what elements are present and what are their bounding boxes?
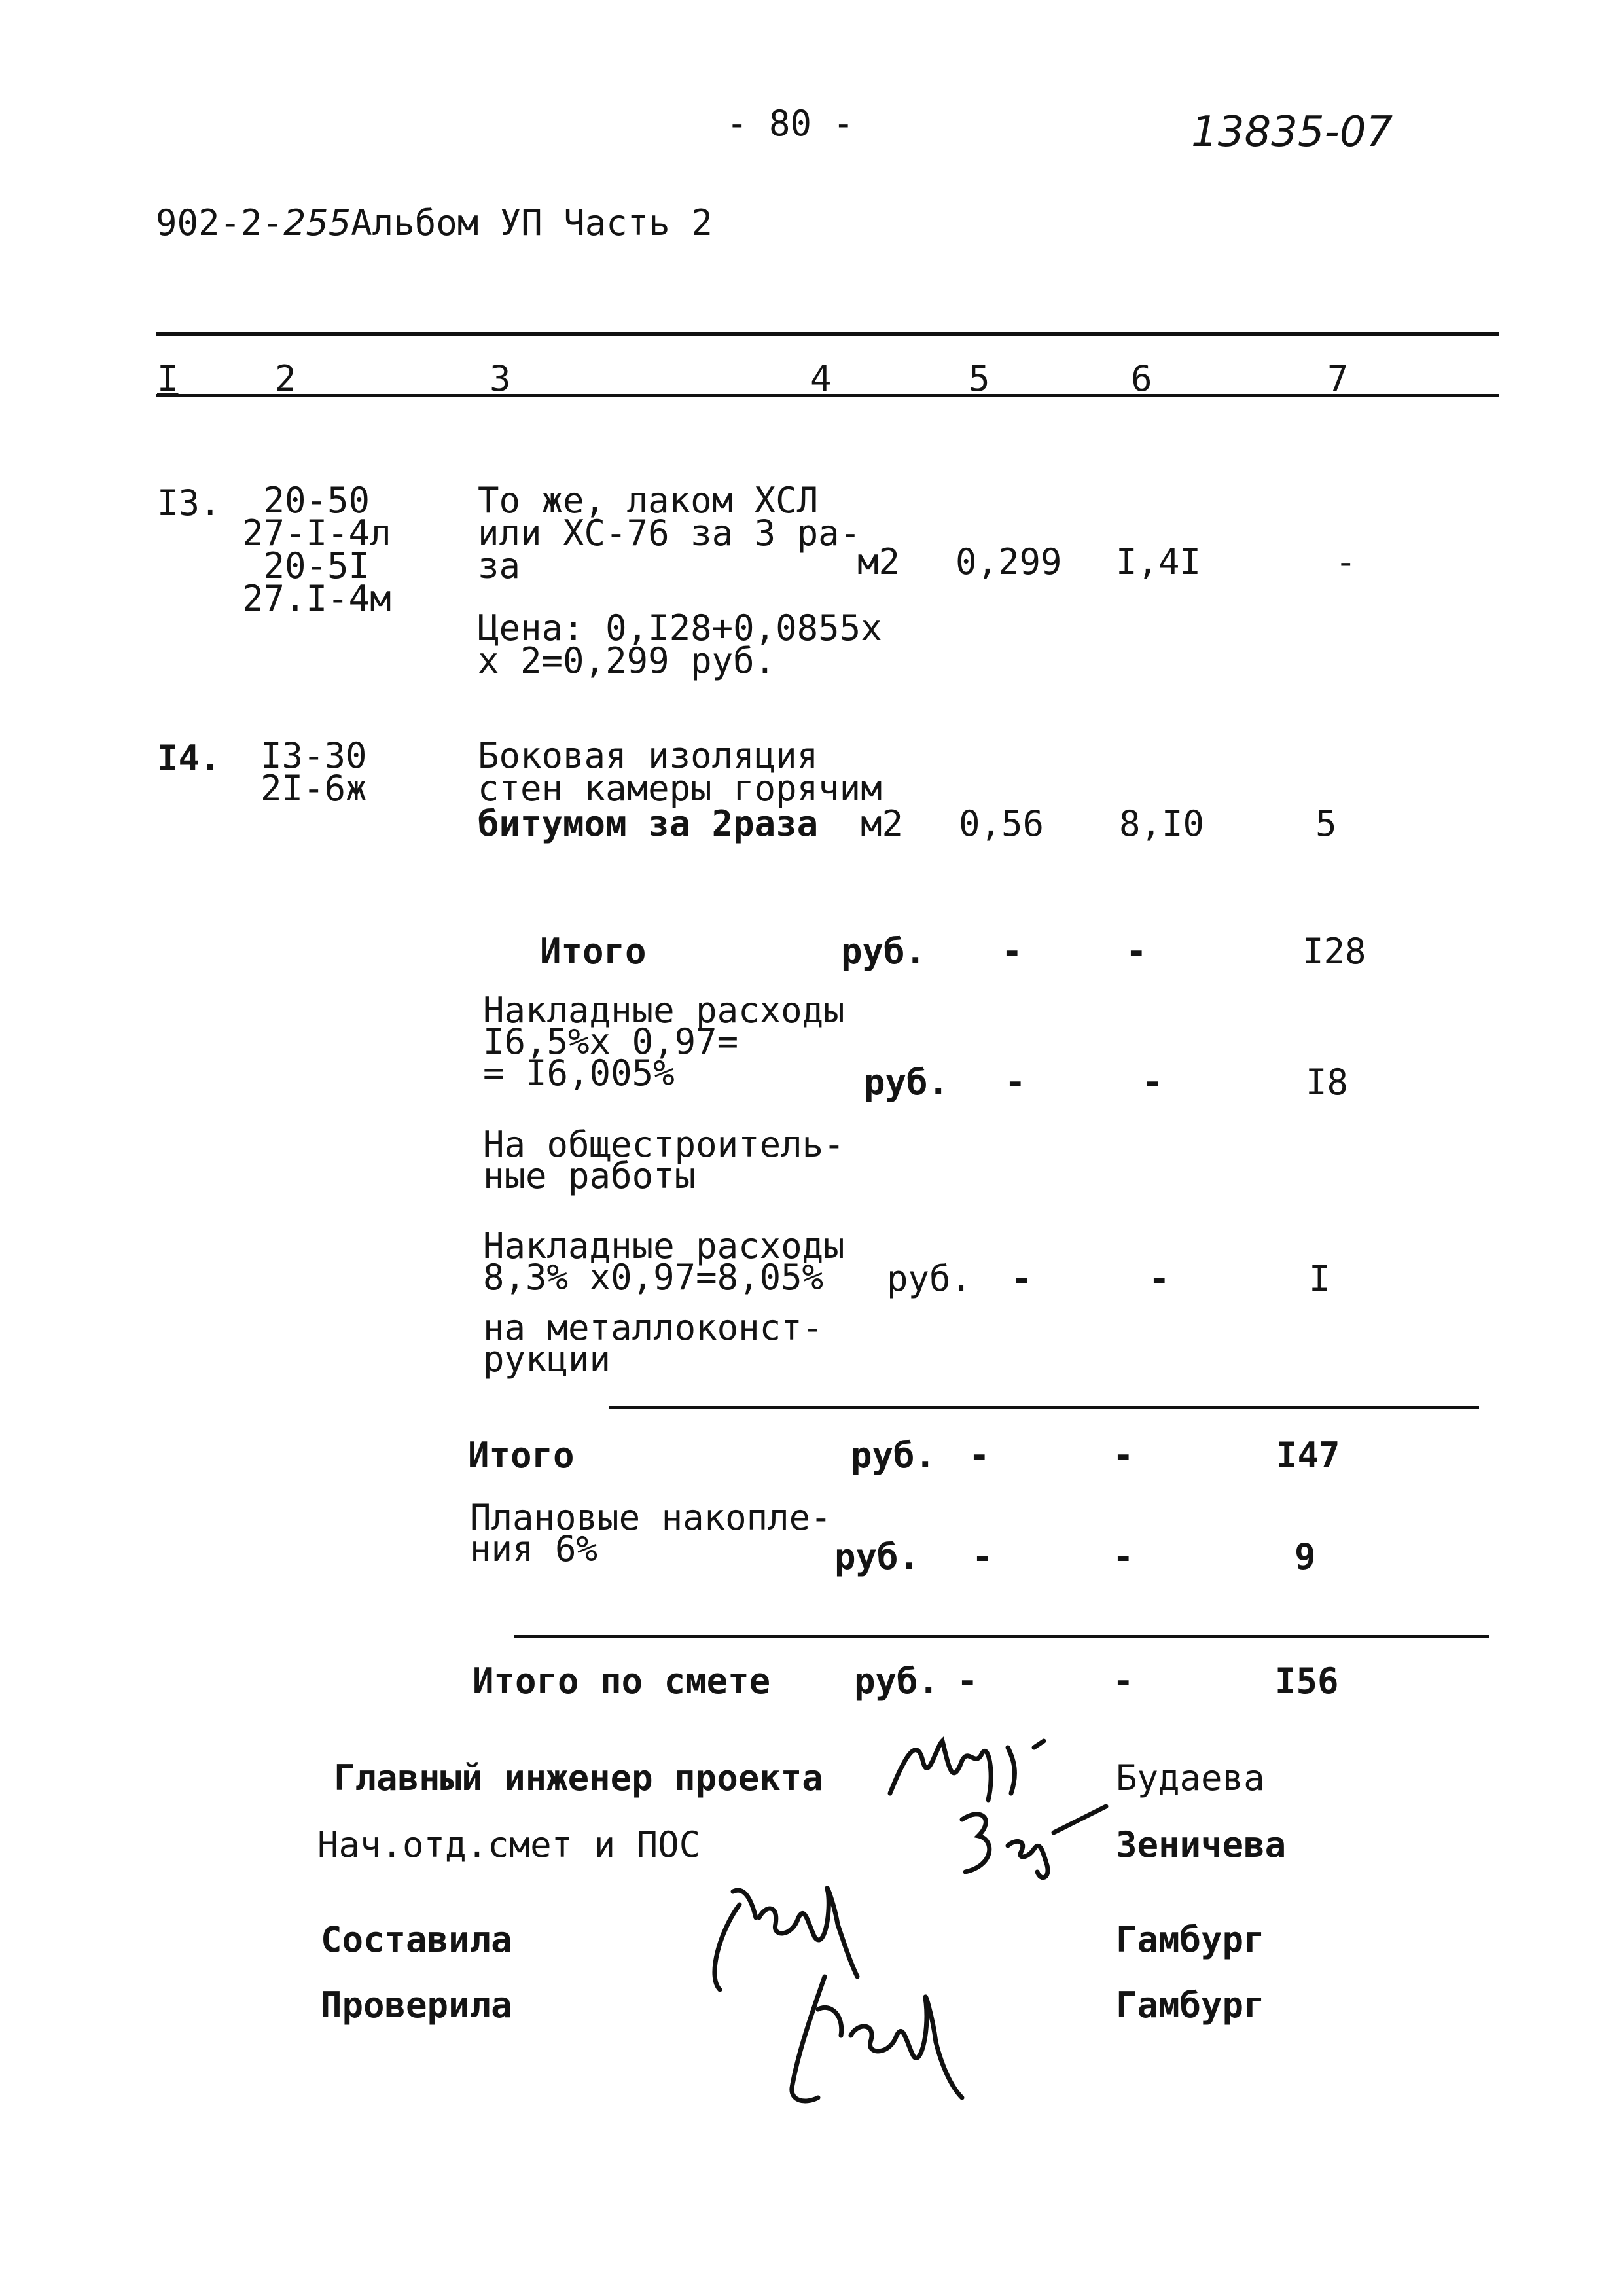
- grand-total-col6: -: [1113, 1660, 1134, 1702]
- signature-name: Будаева: [1116, 1757, 1265, 1799]
- row-unit: м2: [861, 803, 904, 844]
- overhead-general-label: Накладные расходы I6,5%х 0,97= = I6,005%: [483, 990, 845, 1094]
- signature-name: Зеничева: [1116, 1824, 1287, 1865]
- signature-role: Главный инженер проекта: [334, 1757, 823, 1799]
- total-col5: -: [969, 1435, 990, 1476]
- column-number: 3: [490, 358, 511, 399]
- signature-role: Составила: [321, 1919, 512, 1960]
- overhead-metal-note: на металлоконст- рукции: [483, 1307, 824, 1380]
- overhead-general-value: I8: [1306, 1062, 1349, 1103]
- row-total: 5: [1315, 803, 1337, 844]
- page-number: - 80 -: [726, 103, 855, 144]
- overhead-general-note: На общестроитель- ные работы: [483, 1124, 845, 1196]
- row-codes: 20-50 27-I-4л 20-5I 27.I-4м: [242, 480, 391, 619]
- column-number: 7: [1327, 358, 1349, 399]
- overhead-general-unit: руб.: [864, 1062, 950, 1103]
- series-title: [156, 204, 713, 242]
- column-number: 4: [810, 358, 832, 399]
- signature-role: Проверила: [321, 1984, 512, 2026]
- planned-savings-value: 9: [1294, 1536, 1316, 1577]
- document-number: 13835-07: [1191, 108, 1393, 156]
- section-rule: [609, 1406, 1479, 1409]
- row-quantity: 0,299: [955, 541, 1062, 583]
- column-number: 2: [275, 358, 296, 399]
- grand-total-value: I56: [1275, 1660, 1339, 1702]
- row-price: I,4I: [1116, 541, 1202, 583]
- series-handwritten-number: 255: [283, 202, 351, 243]
- subtotal-value: I28: [1302, 931, 1366, 972]
- row-total: -: [1335, 541, 1357, 583]
- signature-role: Нач.отд.смет и ПОС: [317, 1824, 701, 1865]
- table-top-rule: [156, 332, 1499, 336]
- row-price: 8,I0: [1119, 803, 1205, 844]
- column-number: I: [157, 358, 179, 399]
- row-description: Боковая изоляция стен камеры горячим: [478, 735, 882, 809]
- row-codes: I3-30 2I-6ж: [260, 735, 367, 809]
- row-description: То же, лаком ХСЛ или ХС-76 за 3 ра- за: [478, 480, 861, 586]
- total-value: I47: [1276, 1435, 1340, 1476]
- row-quantity: 0,56: [959, 803, 1044, 844]
- subtotal-unit: руб.: [841, 931, 927, 972]
- overhead-metal-col5: -: [1011, 1258, 1033, 1299]
- series-prefix: 902-2-: [156, 202, 284, 243]
- overhead-metal-label: Накладные расходы 8,3% х0,97=8,05%: [483, 1225, 845, 1298]
- overhead-general-col6: -: [1142, 1062, 1164, 1103]
- signature-name: Гамбург: [1116, 1984, 1265, 2026]
- total-label: Итого: [468, 1435, 575, 1476]
- planned-savings-col5: -: [972, 1536, 993, 1577]
- planned-savings-label: Плановые накопле- ния 6%: [470, 1497, 832, 1570]
- total-unit: руб.: [851, 1435, 936, 1476]
- row-number: I4.: [157, 738, 221, 779]
- handwritten-signature-checker: [779, 1957, 988, 2114]
- planned-savings-unit: руб.: [834, 1536, 920, 1577]
- grand-total-col5: -: [957, 1660, 978, 1702]
- total-col6: -: [1113, 1435, 1134, 1476]
- album-part: Альбом УП Часть 2: [351, 202, 713, 243]
- subtotal-label: Итого: [540, 931, 647, 972]
- row-unit: м2: [857, 541, 901, 583]
- overhead-metal-value: I: [1309, 1258, 1330, 1299]
- overhead-metal-unit: руб.: [887, 1258, 972, 1299]
- grand-total-rule: [514, 1635, 1489, 1638]
- grand-total-label: Итого по смете: [473, 1660, 771, 1702]
- signature-name: Гамбург: [1116, 1919, 1265, 1960]
- overhead-metal-col6: -: [1149, 1258, 1170, 1299]
- grand-total-unit: руб.: [854, 1660, 940, 1702]
- row-description-bold: битумом за 2раза: [478, 803, 819, 844]
- overhead-general-col5: -: [1005, 1062, 1026, 1103]
- column-number: 6: [1131, 358, 1152, 399]
- column-number: 5: [969, 358, 990, 399]
- subtotal-col6: -: [1126, 931, 1147, 972]
- subtotal-col5: -: [1001, 931, 1023, 972]
- handwritten-signature-department-head: [949, 1793, 1119, 1892]
- row-price-note: Цена: 0,I28+0,0855х х 2=0,299 руб.: [478, 607, 882, 681]
- row-number: I3.: [157, 482, 221, 524]
- planned-savings-col6: -: [1113, 1536, 1134, 1577]
